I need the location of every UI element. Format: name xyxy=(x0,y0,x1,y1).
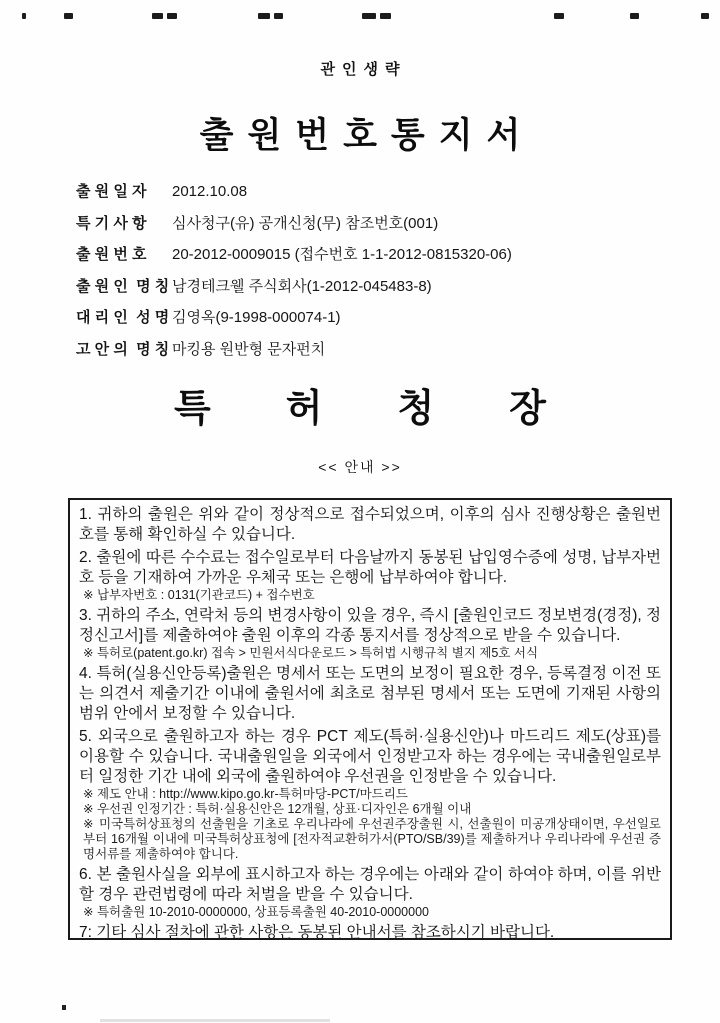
commissioner-title xyxy=(0,377,720,432)
field-value: 심사청구(유) 공개신청(무) 참조번호(001) xyxy=(172,214,439,232)
field-label: 고 안 의 명 칭 xyxy=(76,340,170,358)
scan-artifact-dot xyxy=(62,1005,66,1010)
notice-note: ※ 특허로(patent.go.kr) 접속 > 민원서식다운로드 > 특허법 시행규칙 별지 제5호 서식 xyxy=(83,646,539,660)
notice-text: 7: 기타 심사 절차에 관한 사항은 동봉된 안내서를 참조하시기 바랍니다. xyxy=(79,924,555,941)
notice-item-6 xyxy=(79,865,661,920)
notice-text: 4. 특허(실용신안등록)출원은 명세서 또는 도면의 보정이 필요한 경우, 등록결정 이전 또는 의견서 제출기간 이내에 출원서에 최초로 첨부된 명세서 또는 도면에 기재된 사항의 범위 안에서 보정할 수 있습니다. xyxy=(79,665,661,722)
commissioner-title-text xyxy=(174,377,546,432)
field-row-applicant-name xyxy=(76,271,690,303)
scan-artifact-dash xyxy=(380,13,391,19)
field-row-device-title xyxy=(76,334,690,366)
notice-text: 3. 귀하의 주소, 연락처 등의 변경사항이 있을 경우, 즉시 [출원인코드 정보변경(경정), 정정신고서]를 제출하여야 출원 이후의 각종 통지서를 정상적으로 받을 수 있습니다. xyxy=(79,607,661,644)
field-row-agent-name xyxy=(76,302,690,334)
scan-artifact-dash xyxy=(22,13,26,19)
field-label: 출 원 인 명 칭 xyxy=(76,277,170,295)
notice-text: 1. 귀하의 출원은 위와 같이 정상적으로 접수되었으며, 이후의 심사 진행상황은 출원번호를 통해 확인하실 수 있습니다. xyxy=(79,506,661,543)
field-value: 남경테크웰 주식회사(1-2012-045483-8) xyxy=(172,277,432,295)
commissioner-char: 장 xyxy=(509,388,546,430)
notice-text: 2. 출원에 따른 수수료는 접수일로부터 다음날까지 동봉된 납입영수증에 성명, 납부자번호 등을 기재하여 가까운 우체국 또는 은행에 납부하여야 합니다. xyxy=(79,549,661,586)
notice-item-7 xyxy=(79,923,661,943)
field-row-application-number xyxy=(76,239,690,271)
notice-item-4 xyxy=(79,664,661,724)
field-label: 출 원 번 호 xyxy=(76,246,147,263)
scan-artifact-dash xyxy=(554,13,564,19)
field-label: 출 원 일 자 xyxy=(76,183,147,200)
scan-artifact-dash xyxy=(152,13,163,19)
commissioner-char: 청 xyxy=(397,388,435,430)
scan-artifact-dash xyxy=(701,13,709,19)
notice-text: 5. 외국으로 출원하고자 하는 경우 PCT 제도(특허·실용신안)나 마드리드 제도(상표)를 이용할 수 있습니다. 국내출원일을 외국에서 인정받고자 하는 경우에는 국내출원일로부터 일정한 기간 내에 외국에 출원하여야 우선권을 인정받을 수 있습니다. xyxy=(79,728,661,785)
field-row-filing-date xyxy=(76,176,690,208)
field-value: 2012.10.08 xyxy=(172,183,248,200)
notice-note: ※ 납부자번호 : 0131(기관코드) + 접수번호 xyxy=(83,588,315,602)
notice-text: 6. 본 출원사실을 외부에 표시하고자 하는 경우에는 아래와 같이 하여야 하며, 이를 위반할 경우 관련법령에 따라 처벌을 받을 수 있습니다. xyxy=(79,866,661,903)
guide-heading: << 안내 >> xyxy=(318,459,402,475)
field-value: 마킹용 원반형 문자펀치 xyxy=(172,340,326,358)
field-row-special-notes xyxy=(76,208,690,240)
notice-note: ※ 특허출원 10-2010-0000000, 상표등록출원 40-2010-0000000 xyxy=(83,905,429,919)
field-label: 대 리 인 성 명 xyxy=(76,309,170,326)
notice-box xyxy=(68,498,672,940)
field-value: 20-2012-0009015 (접수번호 1-1-2012-0815320-06) xyxy=(172,246,512,263)
scan-artifact-dash xyxy=(362,13,376,19)
commissioner-char: 특 xyxy=(174,388,211,430)
scan-artifact-dash xyxy=(167,13,177,19)
commissioner-char: 허 xyxy=(285,388,323,430)
notice-item-3 xyxy=(79,606,661,661)
scan-artifact-dash xyxy=(258,13,270,19)
field-value: 김영옥(9-1998-000074-1) xyxy=(172,309,341,326)
field-label: 특 기 사 항 xyxy=(76,214,147,232)
scan-artifact-dash xyxy=(630,13,639,19)
seal-omitted-note: 관인생략 xyxy=(320,61,407,78)
application-fields xyxy=(76,176,690,365)
document-title: 출원번호통지서 xyxy=(199,116,535,155)
scan-artifact-dash xyxy=(64,13,73,19)
notice-item-1 xyxy=(79,505,661,545)
scan-artifact-smudge xyxy=(100,1019,330,1022)
notice-item-2 xyxy=(79,548,661,603)
notice-note: ※ 제도 안내 : http://www.kipo.go.kr-특허마당-PCT/마드리드 xyxy=(83,787,408,801)
notice-item-5 xyxy=(79,727,661,862)
scan-artifact-dash xyxy=(274,13,283,19)
notice-note: ※ 우선권 인정기간 : 특허·실용신안은 12개월, 상표·디자인은 6개월 이내 xyxy=(83,802,472,816)
notice-note: ※ 미국특허상표청의 선출원을 기초로 우리나라에 우선권주장출원 시, 선출원이 미공개상태이면, 우선일로부터 16개월 이내에 미국특허상표청에 [전자적교환허가서(PTO/SB/39)를 제출하거나 우리나라에 우선권 증명서류를 제출하여야 합니다. xyxy=(83,817,661,861)
